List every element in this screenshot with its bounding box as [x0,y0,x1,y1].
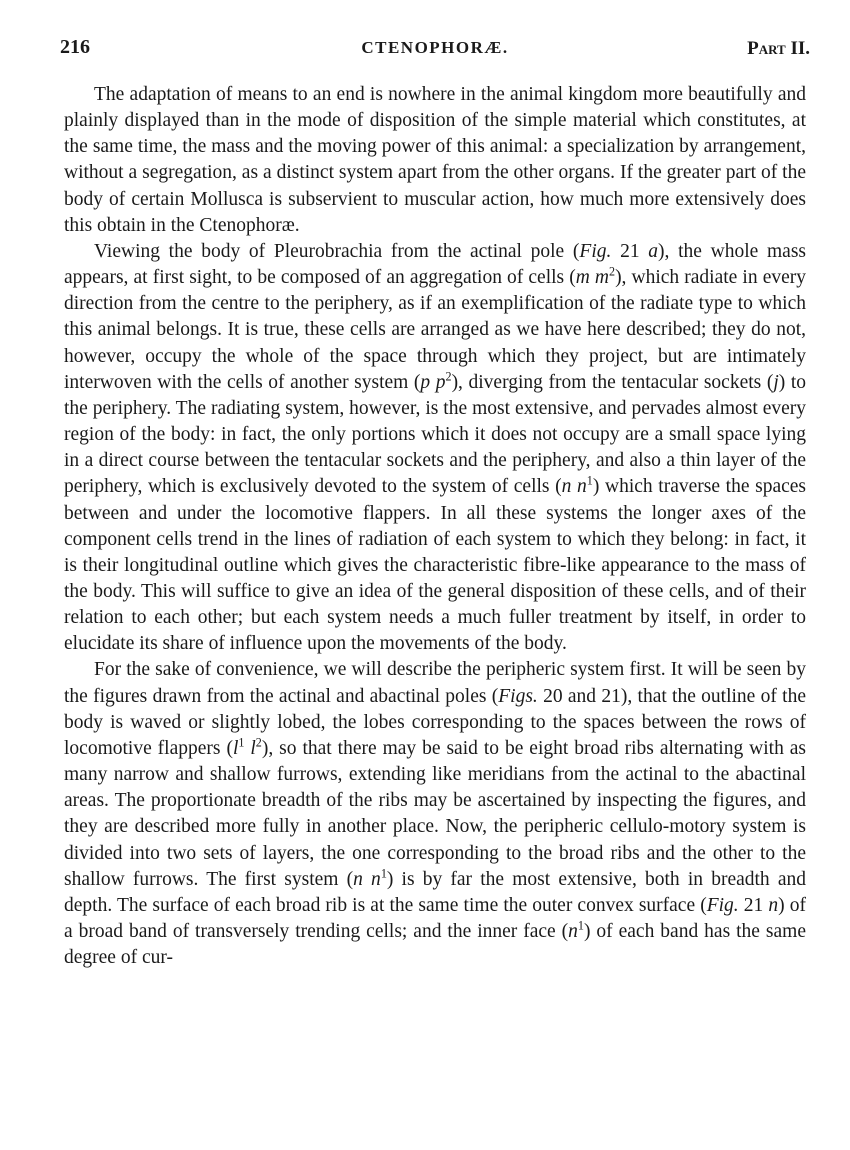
italic-text: l [232,737,239,759]
italic-text: Figs. [498,685,538,707]
text-run: For the sake of convenience, we will describe the peripheric system first. It will be seen by the figures drawn from the actinal and abactinal poles ( [64,659,806,707]
italic-text: n [568,921,578,942]
italic-text: n [768,894,779,916]
italic-text: n n [353,868,381,890]
superscript: 1 [586,473,593,488]
superscript: 1 [380,866,387,881]
italic-text: a [648,240,659,262]
text-run: ) which traverse the spaces between and under the locomotive flappers. In all these systems the longer axes of the component cells trend in the lines of radiation of each system to which they belong: in fact, it is their longitudinal outline which gives the characteristic fibre-like appearance to the mass of the body. This will suffice to give an idea of the general disposition of these cells, and of their relation to each other; but each system needs a much fuller treatment by itself, in order to elucidate its share of influence upon the movements of the body. [64,476,807,655]
italic-text: m m [575,267,610,289]
italic-text: Fig. [579,240,612,262]
italic-text: j [773,371,779,393]
text-run: ) to the periphery. The radiating system, however, is the most extensive, and pervades almost every region of the body: in fact, the only portions which it does not occupy are a small space lying in a direct course between the tentacular sockets and the periphery, and also a thin layer of the periphery, which is exclusively devoted to the system of cells ( [64,371,806,498]
superscript: 2 [445,369,452,384]
paragraph [64,82,806,239]
text-run: The adaptation of means to an end is nowhere in the animal kingdom more beautifully and plainly displayed than in the mode of disposition of the simple material which constitutes, at the same time, the mass and the moving power of this animal: a specialization by arrangement, without a segregation, as a distinct system apart from the other organs. If the greater part of the body of certain Mollusca is subservient to muscular action, how much more extensively does this obtain in the Ctenophoræ. [64,84,806,236]
paragraph [64,239,806,658]
text-run: 21 [738,894,769,916]
text-run: ), which radiate in every direction from the centre to the periphery, as if an exemplification of the radiate type to which this animal belongs. It is true, these cells are arranged as we have here described; they do not, however, occupy the whole of the space through which they project, but are intimately interwoven with the cells of another system ( [64,267,807,393]
page-header [60,36,810,62]
italic-text: l [250,737,256,759]
superscript: 1 [577,918,584,933]
text-run: ), the whole mass appears, at first sight, to be composed of an aggregation of cells ( [64,240,806,289]
italic-text: Fig. [706,894,739,916]
text-run: 20 and 21), that the outline of the body is waved or slightly lobed, the lobes corresponding to the spaces between the rows of locomotive flappers ( [64,685,806,759]
running-title: CTENOPHORÆ. [361,38,509,57]
text-run: ) is by far the most extensive, both in breadth and depth. The surface of each broad rib is at the same time the outer convex surface ( [64,868,807,916]
text-run: 21 [611,240,649,262]
text-run: Viewing the body of Pleurobrachia from the actinal pole ( [94,240,580,262]
superscript: 2 [255,735,262,750]
superscript: 2 [609,264,616,279]
italic-text: n n [561,476,587,498]
body-text [64,82,806,971]
italic-text: p p [420,371,446,393]
text-run: ) of each band has the same degree of cur- [64,921,806,969]
paragraph [64,657,806,971]
text-run: ), diverging from the tentacular sockets ( [451,371,774,393]
superscript: 1 [238,735,245,750]
part-label: Part II. [747,38,810,59]
text-run: ) of a broad band of transversely trending cells; and the inner face ( [64,894,806,942]
text-run: ), so that there may be said to be eight broad ribs alternating with as many narrow and shallow furrows, extending like meridians from the actinal to the abactinal areas. The proportionate breadth of the ribs may be ascertained by inspecting the figures, and they are described more fully in another place. Now, the peripheric cellulo-motory system is divided into two sets of layers, the one corresponding to the broad ribs and the other to the shallow furrows. The first system ( [64,737,807,890]
page-number: 216 [60,36,90,58]
